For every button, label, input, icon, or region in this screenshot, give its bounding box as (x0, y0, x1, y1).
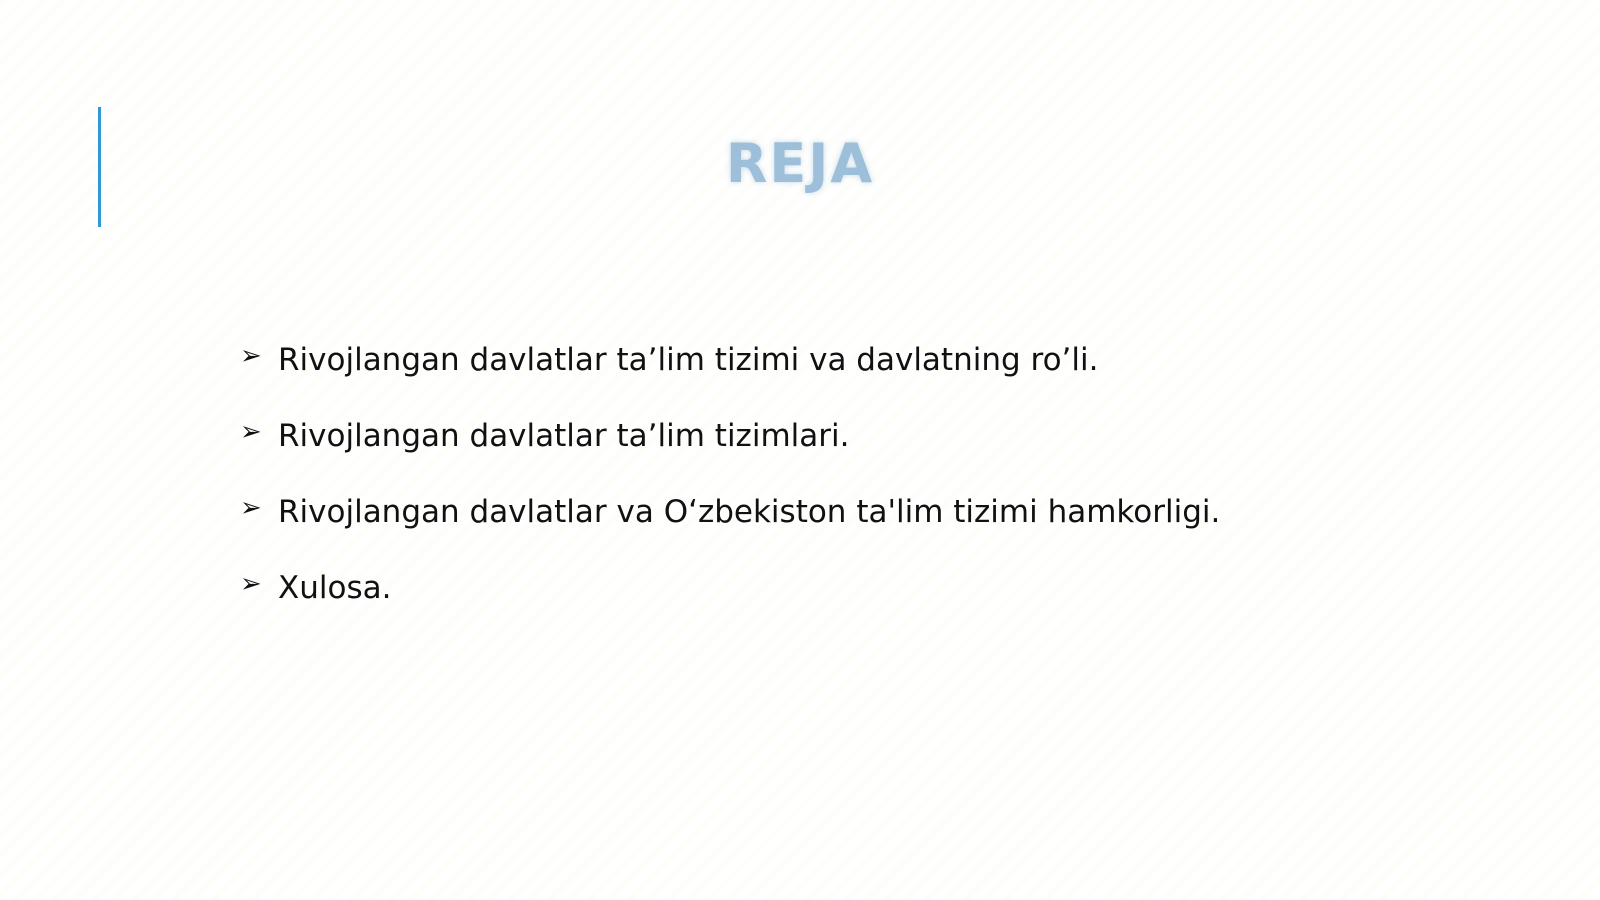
arrow-bullet-icon: ➢ (240, 417, 262, 447)
bullet-list (240, 322, 1220, 626)
slide-title: REJA (725, 132, 875, 195)
bullet-text: Rivojlangan davlatlar va O‘zbekiston ta'lim tizimi hamkorligi. (278, 494, 1221, 530)
bullet-text: Rivojlangan davlatlar ta’lim tizimi va davlatning ro’li. (278, 342, 1099, 378)
list-item (240, 398, 1220, 474)
arrow-bullet-icon: ➢ (240, 569, 262, 599)
list-item (240, 322, 1220, 398)
list-item (240, 550, 1220, 626)
list-item (240, 474, 1220, 550)
bullet-text: Rivojlangan davlatlar ta’lim tizimlari. (278, 418, 850, 454)
arrow-bullet-icon: ➢ (240, 493, 262, 523)
arrow-bullet-icon: ➢ (240, 341, 262, 371)
bullet-text: Xulosa. (278, 570, 392, 606)
